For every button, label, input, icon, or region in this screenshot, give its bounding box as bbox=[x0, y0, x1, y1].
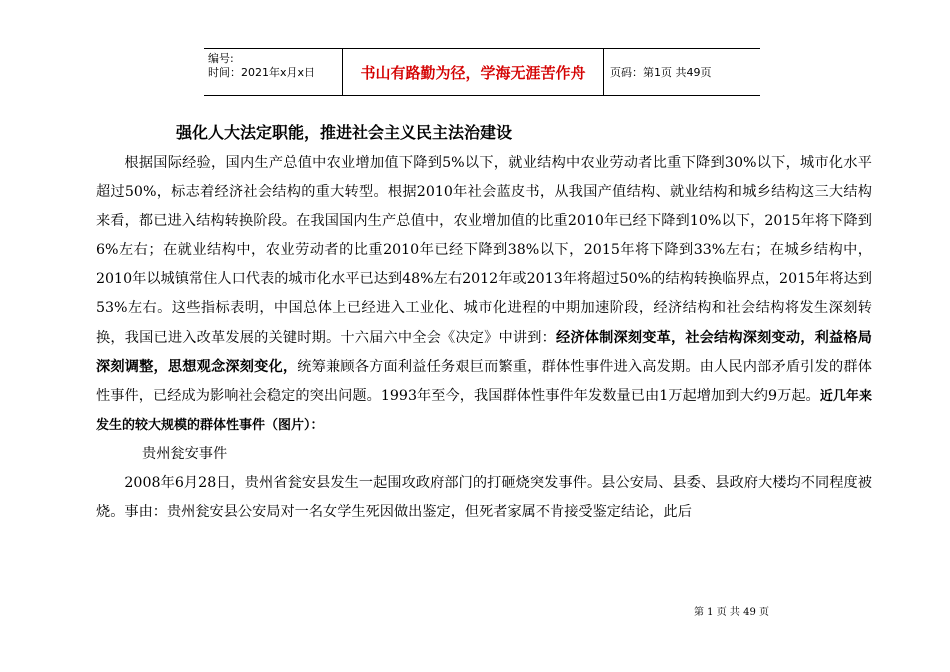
number-label: 编号: bbox=[208, 52, 234, 65]
paragraph-1-bold: 经济体制深刻变革，社会结构深刻变动，利益格局深刻调整，思想观念深刻变化， bbox=[96, 329, 872, 375]
paragraph-1-text-b: 统筹兼顾各方面利益任务艰巨而繁重，群体性事件进入高发期。由人民内部矛盾引发的群体性事件，已经成为影响社会稳定的突出问题。1993年至今，我国群体性事件年发数量已由1万起增加到大约9万起。 bbox=[96, 358, 872, 404]
paragraph-2: 2008年6月28日，贵州省瓮安县发生一起围攻政府部门的打砸烧突发事件。县公安局、县委、县政府大楼均不同程度被烧。事由：贵州瓮安县公安局对一名女学生死因做出鉴定，但死者家属不肯接受鉴定结论，此后 bbox=[96, 475, 872, 521]
subheading: 贵州瓮安事件 bbox=[142, 445, 228, 462]
time-label: 时间：2021年x月x日 bbox=[208, 66, 316, 79]
header-motto: 书山有路勤为径，学海无涯苦作舟 bbox=[342, 49, 604, 95]
paragraph-1-text-a: 根据国际经验，国内生产总值中农业增加值下降到5%以下，就业结构中农业劳动者比重下降到30%以下，城市化水平超过50%，标志着经济社会结构的重大转型。根据2010年社会蓝皮书，从我国产值结构、就业结构和城乡结构这三大结构来看，都已进入结构转换阶段。在我国国内生产总值中，农业增加值的比重2010年已经下降到10%以下，2015年将下降到6%左右；在就业结构中，农业劳动者的比重2010年已经下降到38%以下，2015年将下降到33%左右；在城乡结构中，2010年以城镇常住人口代表的城市化水平已达到48%左右2012年或2013年将超过50%的结构转换临界点，2015年将达到53%左右。这些指标表明，中国总体上已经进入工业化、城市化进程的中期加速阶段，经济结构和社会结构将发生深刻转换，我国已进入改革发展的关键时期。十六届六中全会《决定》中讲到： bbox=[96, 155, 872, 346]
header-page-info: 页码：第1页 共49页 bbox=[610, 66, 712, 79]
header-meta bbox=[204, 49, 342, 95]
document-body bbox=[96, 149, 872, 527]
paragraph-1 bbox=[96, 149, 872, 440]
page-header bbox=[204, 48, 760, 96]
paragraph-1-tail: 近几年来发生的较大规模的群体性事件（图片）： bbox=[96, 388, 872, 433]
document-title: 强化人大法定职能，推进社会主义民主法治建设 bbox=[176, 123, 513, 142]
page-footer: 第 1 页 共 49 页 bbox=[694, 607, 769, 618]
